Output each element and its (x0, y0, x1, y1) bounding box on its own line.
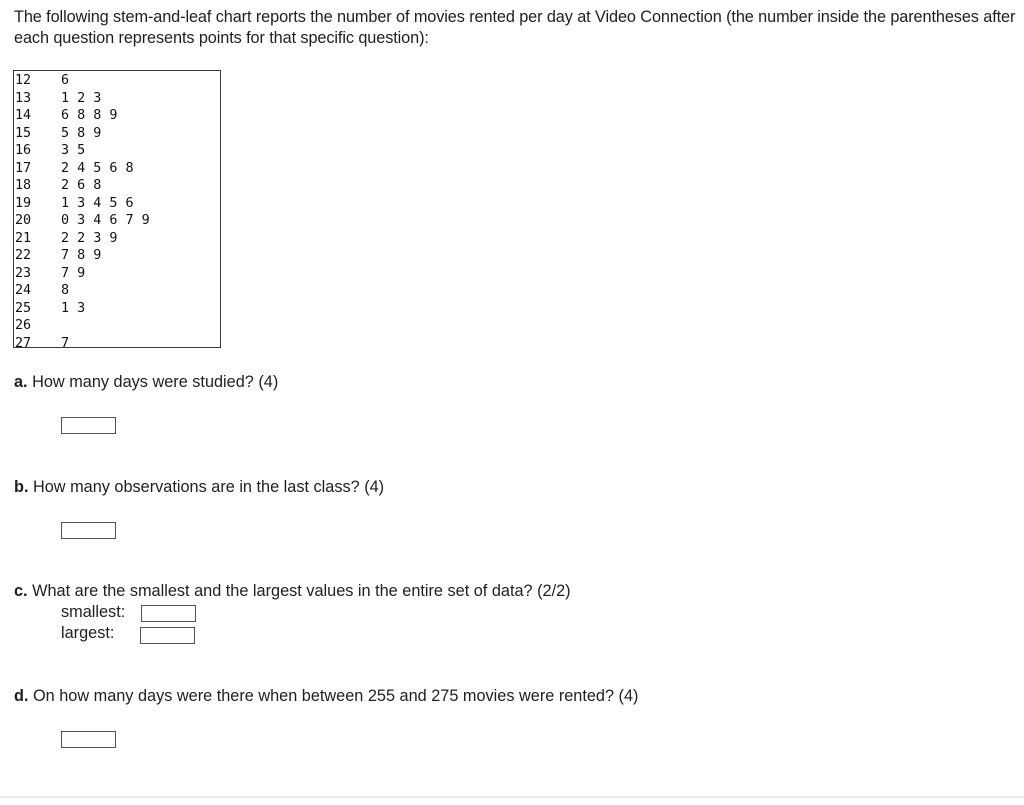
leaf-values: 1 3 4 5 6 (61, 195, 134, 211)
question-b-letter: b. (14, 478, 29, 496)
leaf-values (61, 317, 220, 335)
stem-leaf-row (14, 247, 220, 265)
stem-value: 19 (15, 195, 32, 211)
problem-intro: The following stem-and-leaf chart reports the number of movies rented per day at Video Connection (the number inside the parentheses after each question represents points for that specific question): (14, 8, 1016, 47)
leaf-values: 7 8 9 (61, 248, 102, 263)
stem-leaf-row (14, 90, 220, 108)
question-c-letter: c. (14, 582, 28, 600)
question-a (14, 372, 278, 392)
stem-value: 20 (15, 213, 32, 228)
stem-value: 13 (15, 90, 32, 106)
stem-leaf-row (14, 72, 220, 90)
stem-leaf-row (14, 265, 220, 283)
leaf-values: 7 9 (61, 265, 86, 281)
answer-d-input[interactable] (61, 731, 116, 748)
question-c (14, 581, 571, 601)
leaf-values: 7 (61, 335, 70, 351)
stem-leaf-row (14, 282, 220, 300)
leaf-values: 6 (61, 73, 70, 88)
stem-leaf-row (14, 317, 220, 335)
stem-leaf-row (14, 212, 220, 230)
stem-value: 27 (15, 335, 32, 351)
question-b (14, 477, 384, 497)
stem-value: 12 (15, 73, 32, 88)
leaf-values: 2 6 8 (61, 178, 102, 193)
question-d-text: On how many days were there when between 255 and 275 movies were rented? (4) (28, 687, 639, 705)
stem-leaf-row (14, 300, 220, 318)
question-a-text: How many days were studied? (4) (27, 373, 279, 391)
leaf-values: 1 3 (61, 300, 86, 316)
leaf-values: 2 4 5 6 8 (61, 160, 134, 176)
stem-value: 15 (15, 125, 32, 141)
stem-leaf-row (14, 125, 220, 143)
stem-leaf-row (14, 160, 220, 178)
stem-leaf-row (14, 142, 220, 160)
answer-c-largest-input[interactable] (140, 627, 195, 644)
stem-leaf-row (14, 230, 220, 248)
stem-value: 14 (15, 108, 32, 123)
stem-value: 16 (15, 143, 32, 158)
stem-value: 22 (15, 248, 32, 263)
stem-value: 24 (15, 283, 32, 298)
leaf-values: 5 8 9 (61, 125, 102, 141)
leaf-values: 2 2 3 9 (61, 230, 118, 246)
question-d-letter: d. (14, 687, 29, 705)
stem-value: 17 (15, 160, 32, 176)
stem-value: 18 (15, 178, 32, 193)
smallest-label: smallest: (61, 603, 126, 621)
question-a-letter: a. (14, 373, 28, 391)
leaf-values: 1 2 3 (61, 90, 102, 106)
stem-leaf-row (14, 107, 220, 125)
leaf-values: 0 3 4 6 7 9 (61, 213, 150, 228)
largest-label: largest: (61, 624, 115, 642)
question-b-text: How many observations are in the last class? (4) (28, 478, 385, 496)
stem-value: 25 (15, 300, 32, 316)
question-c-text: What are the smallest and the largest values in the entire set of data? (2/2) (27, 582, 571, 600)
question-d (14, 686, 638, 706)
answer-a-input[interactable] (61, 417, 116, 434)
stem-leaf-row (14, 177, 220, 195)
stem-and-leaf-chart (13, 70, 221, 351)
stem-value: 26 (15, 318, 32, 333)
stem-leaf-row (14, 335, 220, 353)
stem-leaf-row (14, 195, 220, 213)
answer-b-input[interactable] (61, 522, 116, 539)
stem-value: 21 (15, 230, 32, 246)
leaf-values: 3 5 (61, 143, 86, 158)
answer-c-smallest-input[interactable] (141, 605, 196, 622)
leaf-values: 6 8 8 9 (61, 108, 118, 123)
leaf-values: 8 (61, 283, 70, 298)
stem-value: 23 (15, 265, 32, 281)
page-divider (0, 796, 1024, 798)
